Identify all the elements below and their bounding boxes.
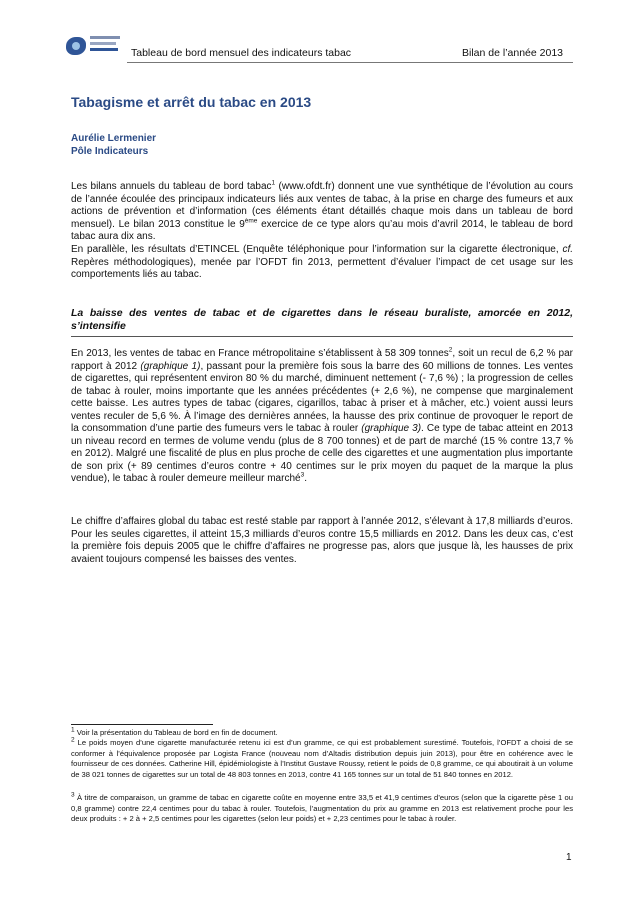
footnote-ref-2[interactable]: 2: [448, 346, 453, 354]
author-name: Aurélie Lermenier: [71, 133, 157, 144]
footnote-ref-3[interactable]: 3: [300, 471, 305, 479]
section-heading: La baisse des ventes de tabac et de cigarettes dans le réseau buraliste, amorcée en 2012, s’intensifie: [71, 307, 573, 332]
author-unit: Pôle Indicateurs: [71, 145, 149, 157]
footnote-number-1: 1: [71, 726, 75, 734]
header-title: Tableau de bord mensuel des indicateurs tabac: [131, 47, 352, 59]
ofdt-logo: [66, 33, 126, 61]
footnote-divider: [71, 724, 213, 725]
etincel-text-a: En parallèle, les résultats d’ETINCEL (Enquête téléphonique pour l’information sur la cigarette électronique,: [71, 244, 563, 255]
etincel-text-b: Repères méthodologiques), menée par l’OFDT fin 2013, permettent d’évaluer l’impact de cet usage sur les comportements liés au tabac.: [71, 256, 573, 280]
footnote-1: [71, 728, 573, 739]
intro-text-b: (www.ofdt.fr) donnent une vue synthétique de l’évolution au cours de l’année écoulée des principaux indicateurs liés aux ventes de tabac, à la prise en charge des fumeurs et aux actions de prévention et d’information (ces éléments étant détaillés chaque mois dans un tableau de bord mensuel). Le bilan 2013 constitue le 9: [71, 181, 573, 230]
sales-text-c: , passant pour la première fois sous la barre des 60 millions de tonnes. Les ventes de cigarettes, qui représentent environ 80 % du marché, diminuent nettement (- 7,6 %) ; la progression de celles de tabac à rouler, moins importante que les années précédentes (+ 2,6 %), ne compense que marginalement cette baisse. Les autres types de tabac (cigares, cigarillos, tabac à priser et à mâcher, etc.) voient aussi leurs ventes reculer de 5,6 %. À l’image des dernières années, la hausse des prix continue de provoquer le report de la consommation d’une partie des fumeurs vers le tabac à rouler: [71, 360, 574, 434]
intro-text-c: exercice de ce type alors qu’au mois d’avril 2014, le tableau de bord tabac aura dix ans.: [71, 218, 573, 242]
section-divider: [71, 336, 573, 337]
footnote-ref-1[interactable]: 1: [271, 179, 276, 187]
footnote-number-2: 2: [71, 736, 75, 744]
footnote-2: [71, 738, 573, 780]
footnote-number-3: 3: [71, 791, 75, 799]
sales-text-a: En 2013, les ventes de tabac en France métropolitaine s’établissent à 58 309 tonnes: [71, 348, 449, 359]
page-title: Tabagisme et arrêt du tabac en 2013: [71, 94, 312, 110]
page-number: 1: [566, 852, 572, 863]
footnote-text-1: Voir la présentation du Tableau de bord en fin de document.: [74, 728, 278, 737]
graph-ref-3: (graphique 3): [361, 423, 422, 434]
ordinal-suffix: ème: [244, 217, 258, 225]
logo-text-lines: [90, 36, 122, 54]
author-block: [71, 133, 156, 158]
footnote-text-3: À titre de comparaison, un gramme de tabac en cigarette coûte en moyenne entre 33,5 et 41,9 centimes d’euros (selon que la cigarette pèse 1 ou 0,8 gramme) contre 22,4 centimes pour du tabac à rouler. Toutefois, l’augmentation du prix au gramme en 2013 est relativement proche pour les deux produits : + 2 à + 2,5 centimes pour les cigarettes (selon leur poids) et + 2,23 centimes pour le tabac à rouler.: [71, 793, 573, 824]
logo-mark-icon: [66, 37, 86, 55]
sales-paragraph: [71, 348, 573, 486]
intro-text-a: Les bilans annuels du tableau de bord tabac: [71, 181, 272, 192]
graph-ref-1: (graphique 1): [140, 360, 201, 372]
cf-abbrev: cf.: [562, 244, 573, 255]
footnote-text-2: Le poids moyen d’une cigarette manufacturée retenu ici est d’un gramme, ce qui est probablement surestimé. Toutefois, l’OFDT a choisi de se conformer à l’équivalence proposée par Logista France (nouveau nom d’Altadis distribution depuis juin 2013), pour être en cohérence avec le fournisseur de ces données. Catherine Hill, épidémiologiste à l’Institut Gustave Roussy, retient le poids de 0,8 gramme, ce qui aboutirait à un volume de 38 021 tonnes de cigarettes sur un total de 48 803 tonnes en 2013, contre 41 165 tonnes sur un total de 51 840 tonnes en 2012.: [71, 738, 573, 779]
revenue-paragraph: Le chiffre d’affaires global du tabac est resté stable par rapport à l’année 2012, s’élevant à 17,8 milliards d’euros. Pour les seules cigarettes, il atteint 15,3 milliards d’euros contre 15,5 milliards en 2012. Dans les deux cas, c’est la première fois depuis 2005 que le chiffre d’affaires ne progresse pas, alors que jusque là, les hausses de prix avaient toujours compensé les baisses des ventes.: [71, 516, 573, 565]
sales-text-d: . Ce type de tabac atteint en 2013 un niveau record en termes de volume vendu (plus de 8 700 tonnes) et de part de marché (15 % contre 13,7 % en 2012). Malgré une fiscalité de plus en plus proche de celle des cigarettes et une augmentation plus importante de son prix (+ 89 centimes d’euros contre + 40 centimes sur le prix moyen du paquet de la marque la plus vendue), le tabac à rouler demeure meilleur marché: [71, 423, 573, 484]
footnote-3: [71, 793, 573, 825]
etincel-paragraph: [71, 244, 573, 282]
header-divider: [127, 62, 573, 63]
sales-text-e: .: [304, 473, 307, 484]
header-period: Bilan de l’année 2013: [462, 47, 564, 59]
intro-paragraph: [71, 181, 573, 244]
sales-text-b: , soit un recul de 6,2 % par rapport à 2012: [71, 348, 573, 372]
